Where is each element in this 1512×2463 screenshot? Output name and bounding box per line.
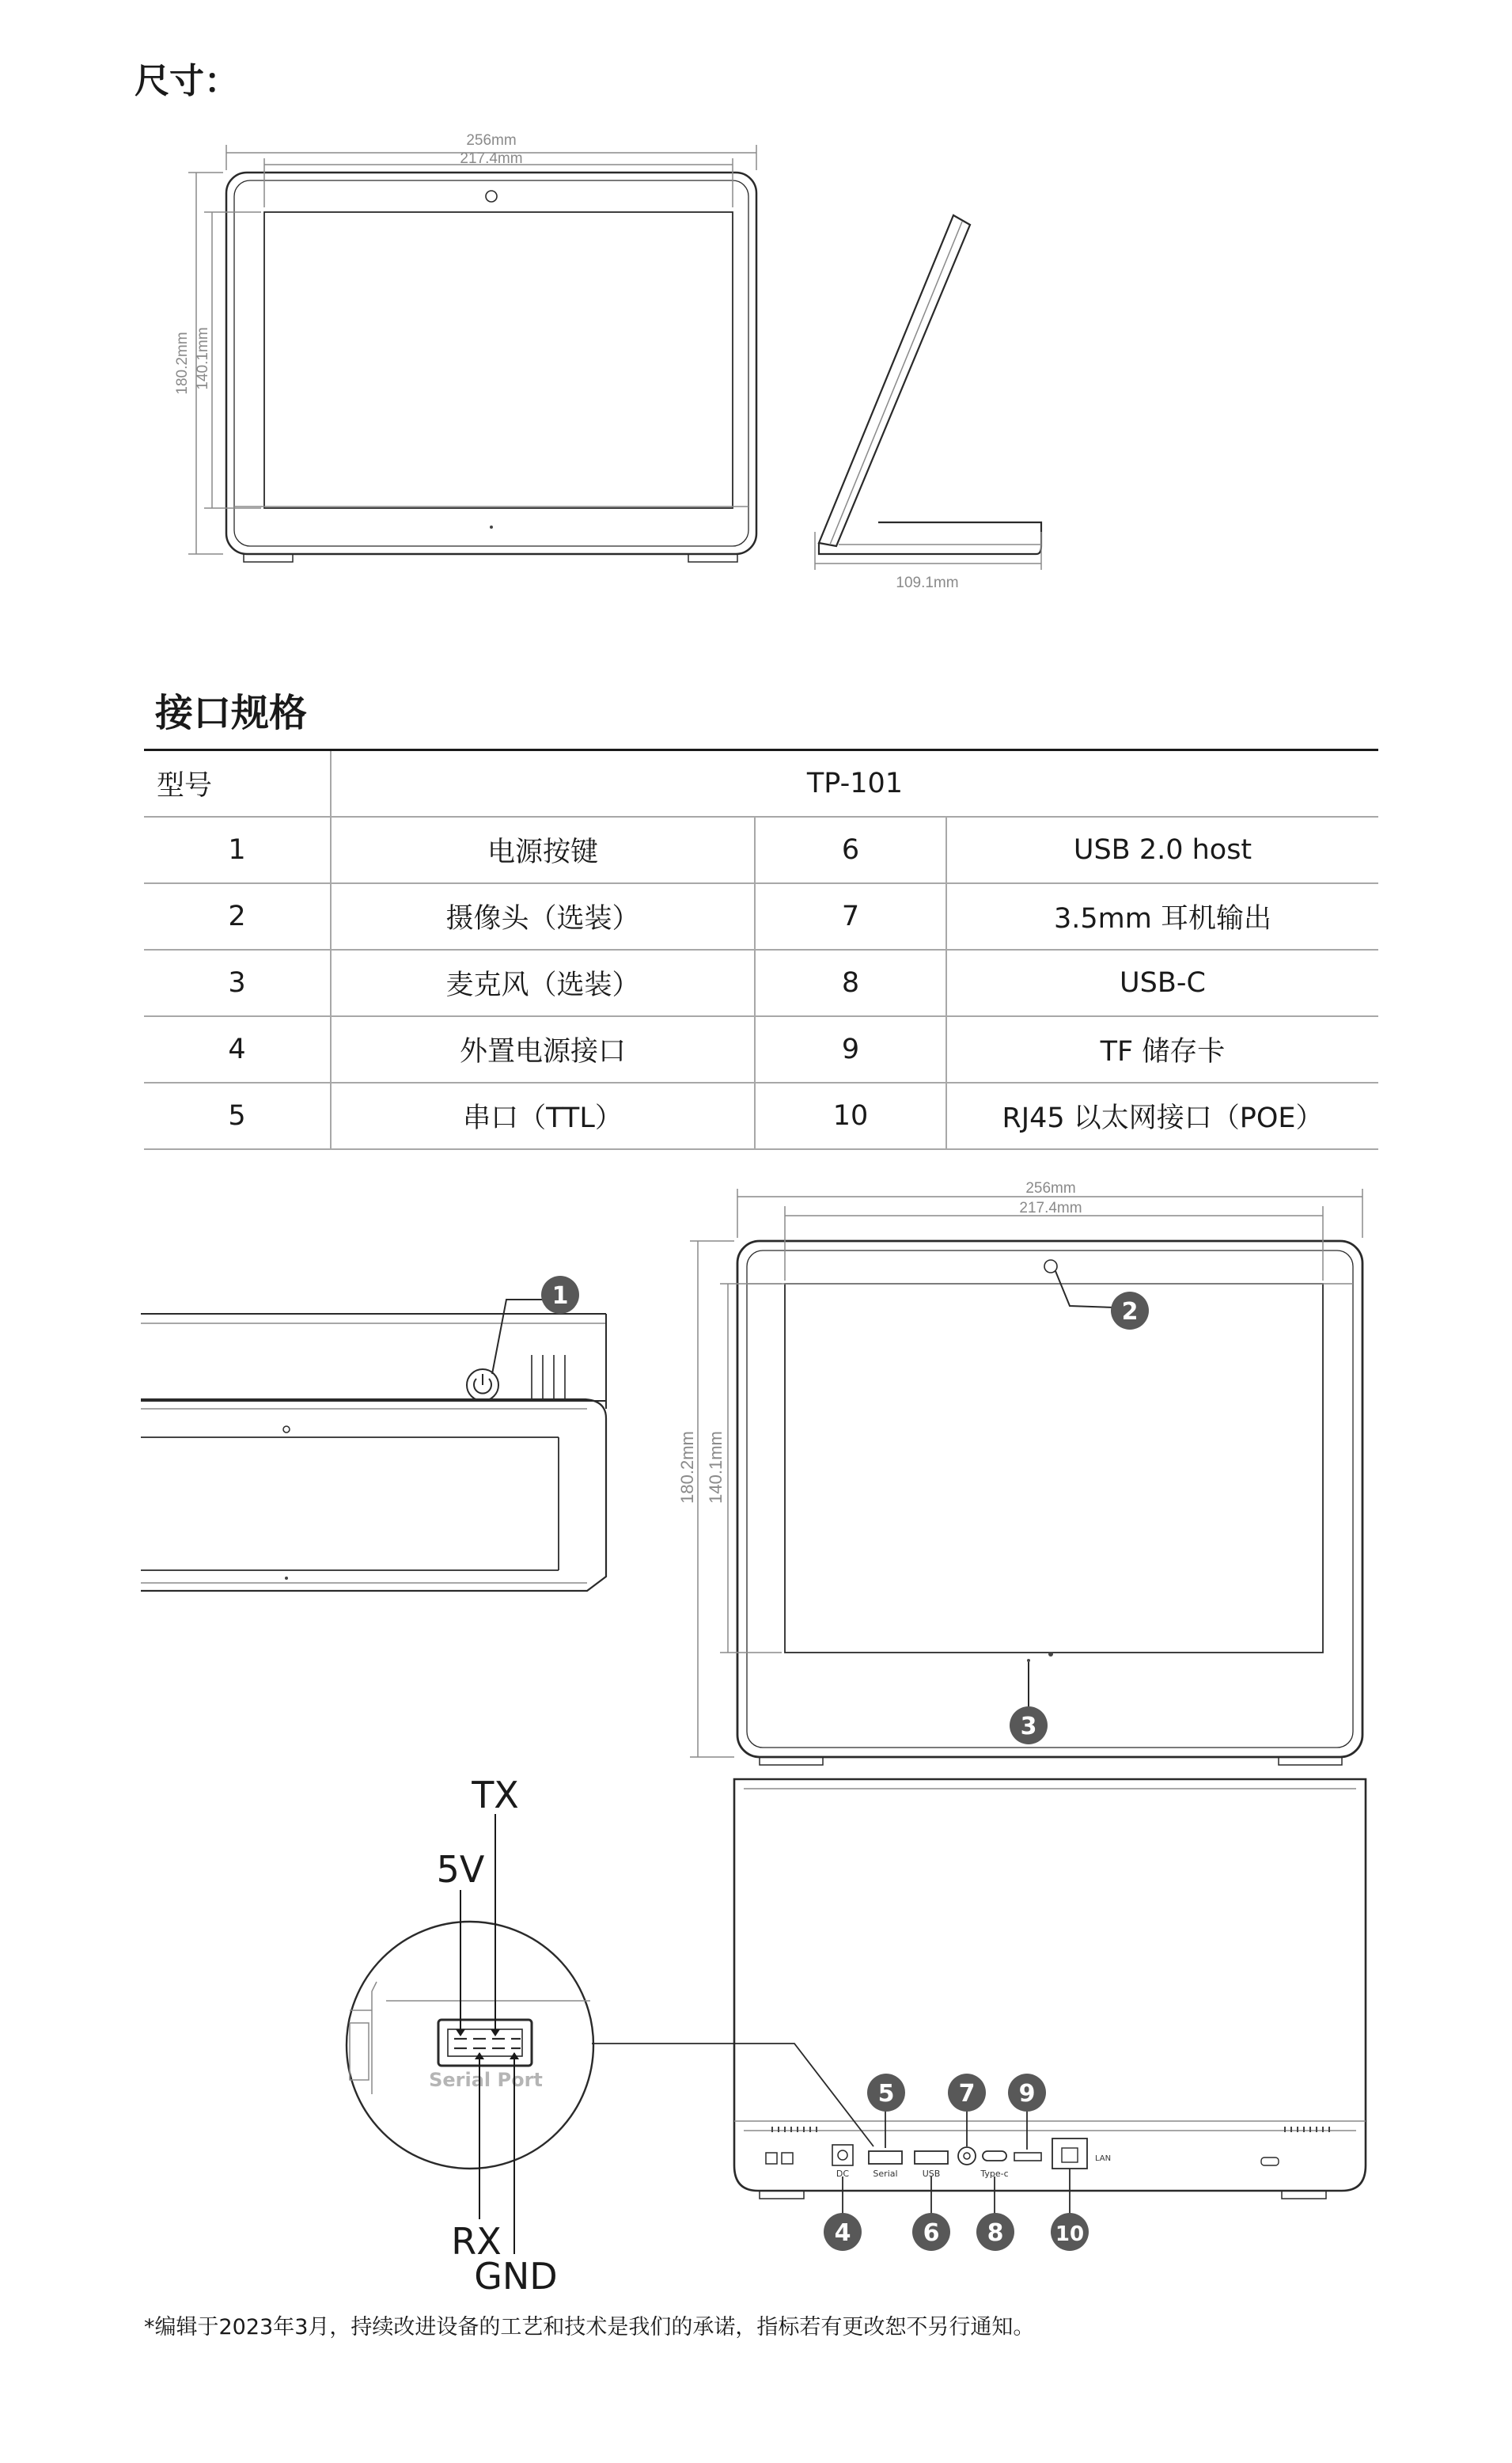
top-dimension-drawing <box>0 0 1512 617</box>
rear-view <box>734 1779 1366 2199</box>
port-number: 8 <box>755 950 946 1016</box>
port-function: USB-C <box>946 950 1378 1016</box>
callout-7 <box>948 2074 986 2112</box>
top-height-screen: 140.1mm <box>195 327 211 390</box>
front-view-top <box>226 173 756 562</box>
interface-title: 接口规格 <box>155 691 308 735</box>
callout-6 <box>912 2213 950 2251</box>
callout-4 <box>824 2213 862 2251</box>
serial-port-label: Serial Port <box>429 2069 543 2091</box>
spec-table <box>144 749 1378 1150</box>
port-label-dc: DC <box>836 2169 850 2179</box>
top-edge-view <box>141 1314 606 1409</box>
front-height-screen: 140.1mm <box>706 1431 726 1504</box>
pin-5v-label: 5V <box>436 1848 485 1891</box>
port-number: 3 <box>144 950 331 1016</box>
side-depth: 109.1mm <box>896 575 959 591</box>
front-width-outer: 256mm <box>1025 1180 1076 1197</box>
port-label-lan: LAN <box>1094 2154 1112 2163</box>
callout-2 <box>1111 1292 1149 1330</box>
port-function: 外置电源接口 <box>331 1016 755 1083</box>
front-height-outer: 180.2mm <box>677 1431 697 1504</box>
port-number: 7 <box>755 883 946 950</box>
callout-9 <box>1008 2074 1046 2112</box>
callout-8 <box>976 2213 1014 2251</box>
side-view <box>815 215 1041 570</box>
port-number: 1 <box>144 817 331 883</box>
port-label-serial: Serial <box>873 2169 898 2179</box>
front-views-drawing <box>0 1171 1512 1741</box>
port-function: RJ45 以太网接口（POE） <box>946 1083 1378 1149</box>
svg-text:5: 5 <box>877 2080 895 2108</box>
port-label-typec: Type-c <box>980 2169 1009 2179</box>
callout-1 <box>541 1276 579 1314</box>
port-function: 串口（TTL） <box>331 1083 755 1149</box>
callout-10 <box>1051 2213 1089 2251</box>
callout-5 <box>867 2074 905 2112</box>
table-row <box>144 817 1378 883</box>
port-number: 4 <box>144 1016 331 1083</box>
port-function: 麦克风（选装） <box>331 950 755 1016</box>
port-function: 电源按键 <box>331 817 755 883</box>
port-function: TF 储存卡 <box>946 1016 1378 1083</box>
port-number: 10 <box>755 1083 946 1149</box>
svg-text:2: 2 <box>1121 1298 1139 1326</box>
port-function: 3.5mm 耳机输出 <box>946 883 1378 950</box>
port-number: 6 <box>755 817 946 883</box>
dimensions-title: 尺寸： <box>135 61 239 101</box>
svg-text:9: 9 <box>1018 2080 1036 2108</box>
svg-text:8: 8 <box>987 2219 1004 2247</box>
model-label: 型号 <box>144 750 331 818</box>
svg-text:4: 4 <box>834 2219 851 2247</box>
svg-text:1: 1 <box>551 1282 569 1310</box>
top-width-screen: 217.4mm <box>460 150 523 167</box>
port-function: 摄像头（选装） <box>331 883 755 950</box>
pin-gnd-label: GND <box>474 2255 558 2298</box>
footnote: *编辑于2023年3月，持续改进设备的工艺和技术是我们的承诺，指标若有更改恕不另行通知。 <box>144 2315 1035 2340</box>
front-view-bottom <box>737 1241 1362 1765</box>
serial-port-zoom <box>347 1922 593 2169</box>
table-row <box>144 950 1378 1016</box>
table-row <box>144 883 1378 950</box>
top-width-outer: 256mm <box>466 132 517 149</box>
front-width-screen: 217.4mm <box>1019 1200 1082 1216</box>
port-label-usb: USB <box>922 2169 941 2179</box>
top-edge-text-marks <box>532 1355 565 1399</box>
svg-text:7: 7 <box>958 2080 976 2108</box>
table-row-model <box>144 750 1378 818</box>
bottom-edge-view <box>141 1399 606 1591</box>
rear-view-drawing <box>0 1757 1512 2298</box>
table-row <box>144 1083 1378 1149</box>
port-number: 2 <box>144 883 331 950</box>
top-height-outer: 180.2mm <box>174 332 191 395</box>
model-value: TP-101 <box>331 750 1378 818</box>
svg-text:3: 3 <box>1020 1713 1037 1740</box>
callout-3 <box>1010 1706 1048 1744</box>
svg-text:10: 10 <box>1055 2222 1085 2246</box>
port-number: 5 <box>144 1083 331 1149</box>
table-row <box>144 1016 1378 1083</box>
port-function: USB 2.0 host <box>946 817 1378 883</box>
pin-rx-label: RX <box>451 2220 502 2263</box>
port-number: 9 <box>755 1016 946 1083</box>
pin-tx-label: TX <box>472 1774 519 1816</box>
svg-text:6: 6 <box>923 2219 940 2247</box>
